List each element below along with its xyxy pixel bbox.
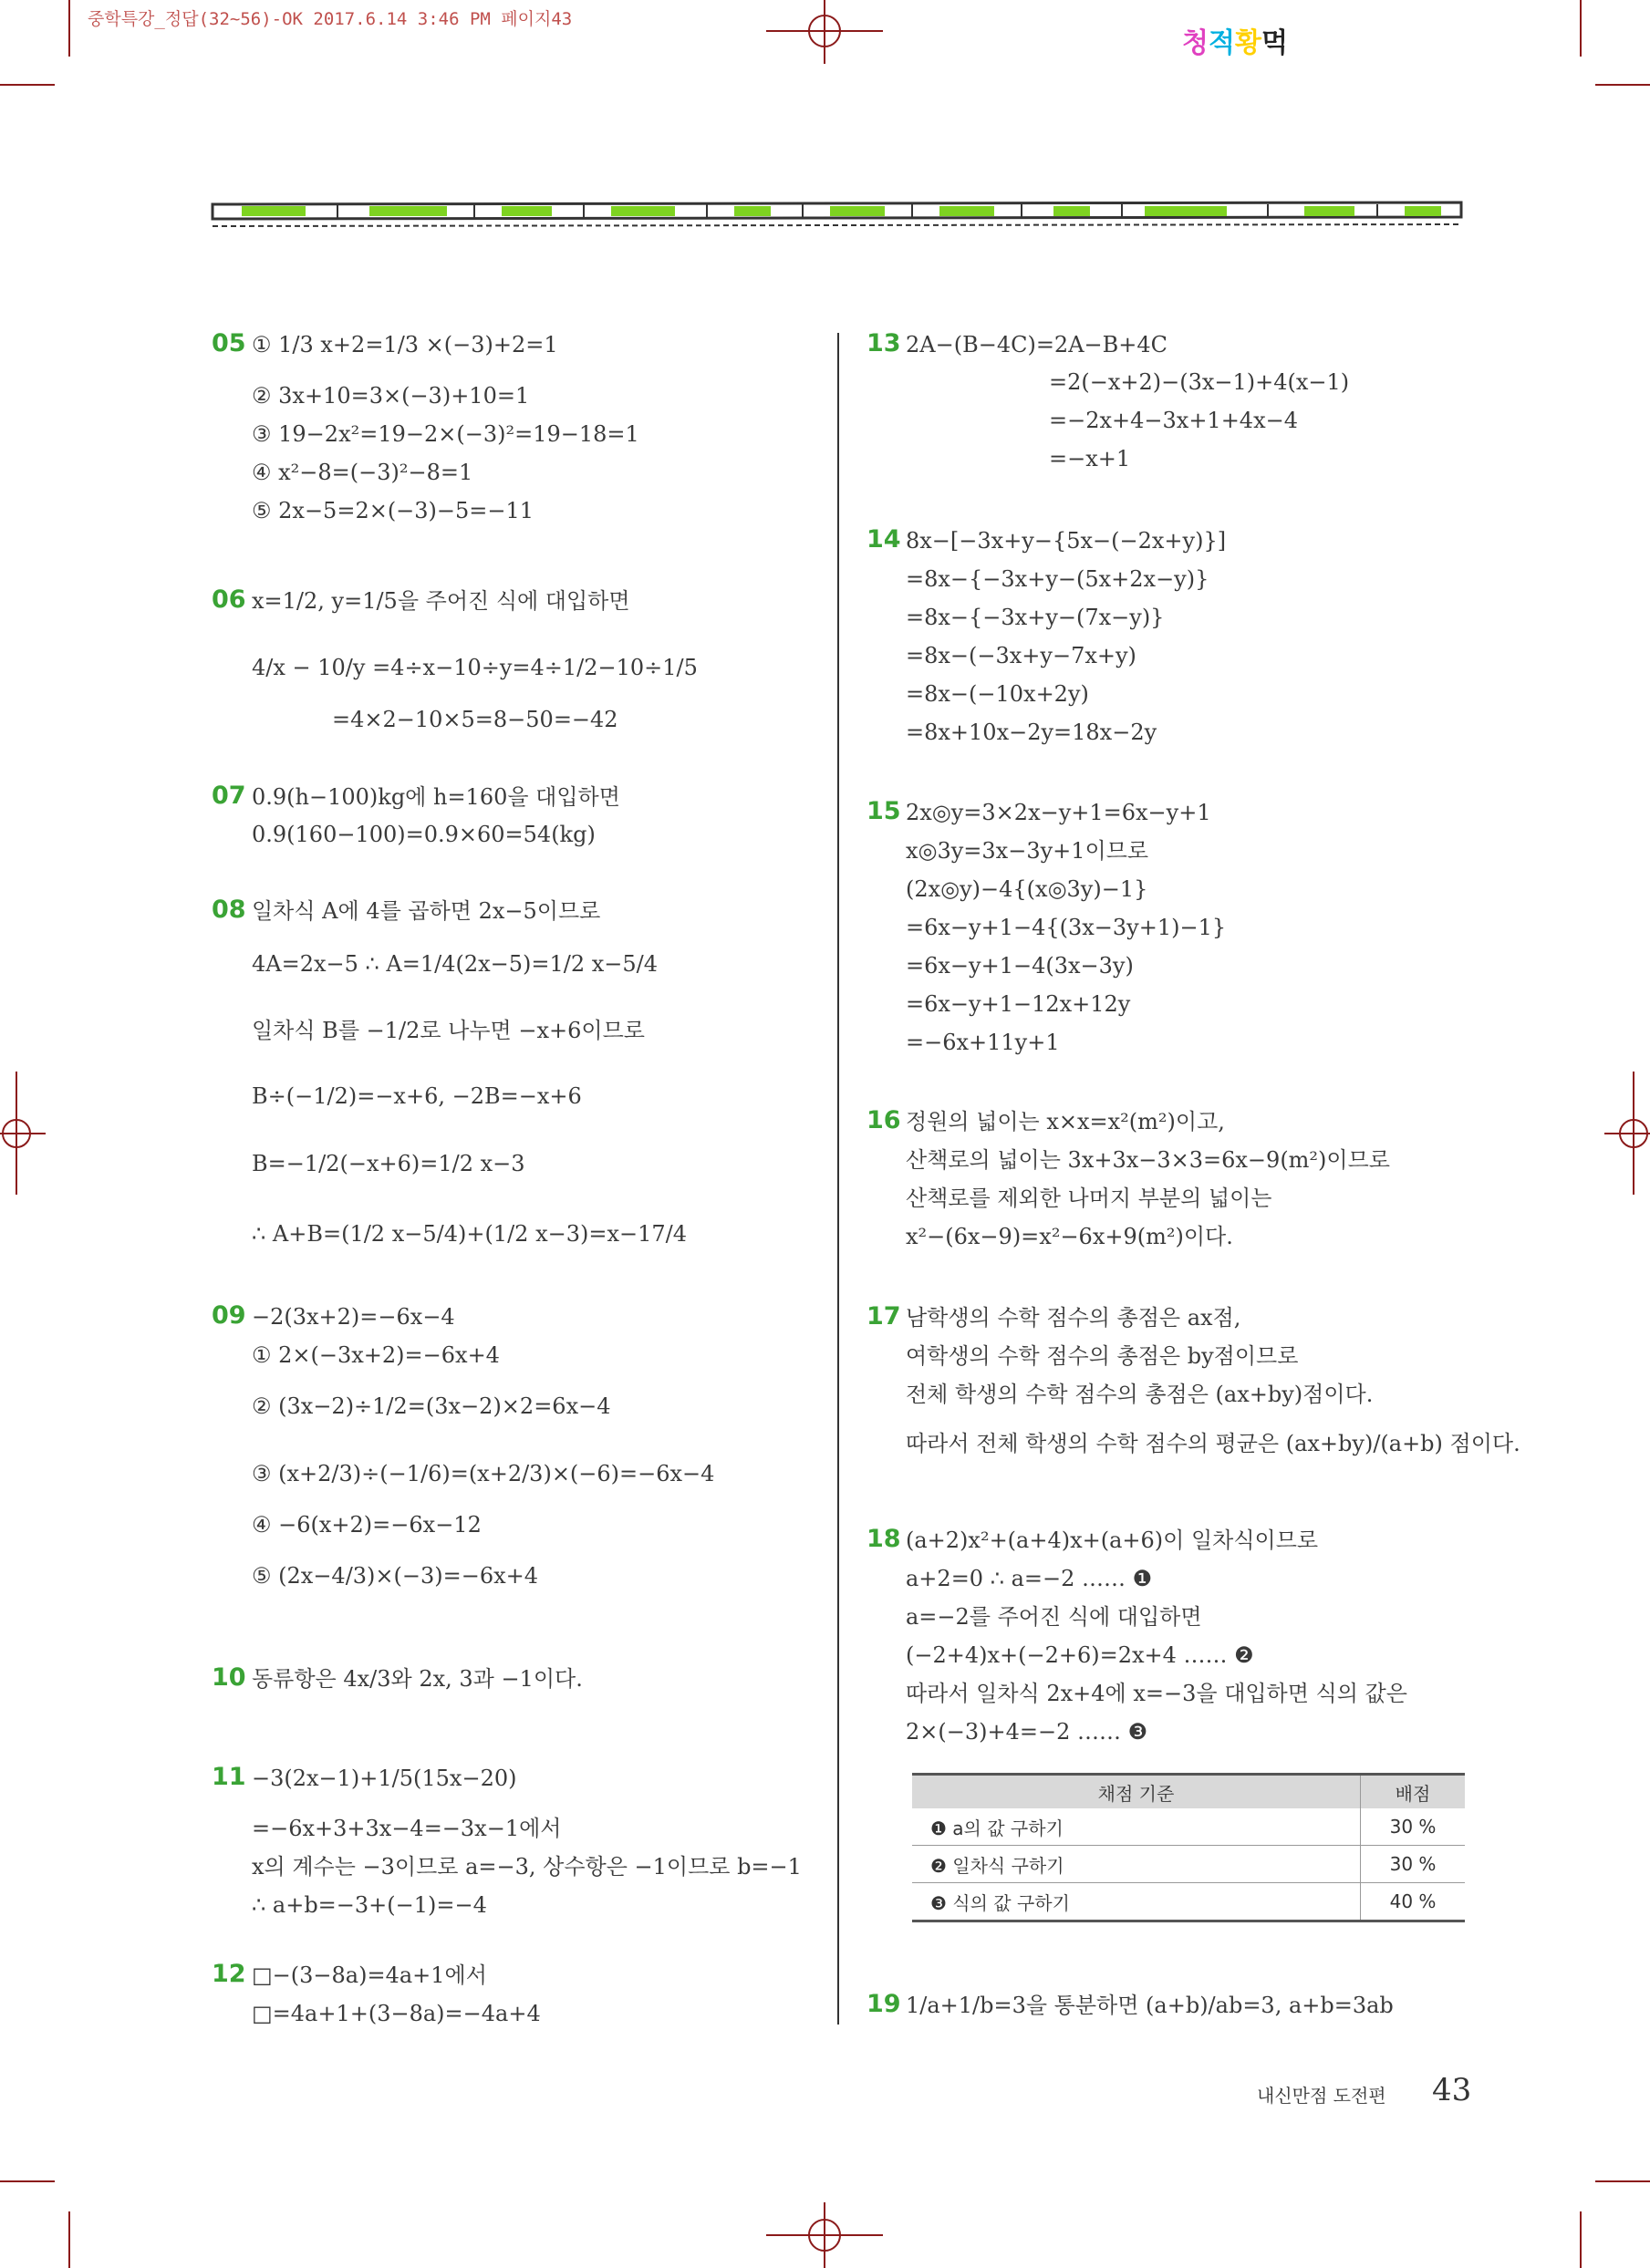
solution-line: □=4a+1+(3−8a)=−4a+4 (252, 2001, 541, 2026)
criterion-cell: ❸ 식의 값 구하기 (912, 1883, 1361, 1921)
solution-line: ⑤ 2x−5=2×(−3)−5=−11 (252, 498, 534, 523)
problem-number: 18 (867, 1525, 901, 1553)
solution-line: 따라서 일차식 2x+4에 x=−3을 대입하면 식의 값은 (906, 1681, 1407, 1706)
solution-line: 정원의 넓이는 x×x=x²(m²)이고, (906, 1109, 1225, 1134)
solution-line: (a+2)x²+(a+4)x+(a+6)이 일차식이므로 (906, 1528, 1319, 1553)
solution-line: 0.9(h−100)kg에 h=160을 대입하면 (252, 784, 620, 810)
solution-line: x의 계수는 −3이므로 a=−3, 상수항은 −1이므로 b=−1 (252, 1854, 802, 1880)
solution-line: x◎3y=3x−3y+1이므로 (906, 838, 1149, 864)
table-row (912, 1846, 1465, 1883)
criterion-cell: ❶ a의 값 구하기 (912, 1808, 1361, 1846)
footer-label: 내신만점 도전편 (1257, 2085, 1386, 2107)
problem-number: 10 (212, 1663, 246, 1692)
solution-line: =6x−y+1−4{(3x−3y+1)−1} (906, 915, 1227, 940)
solution-line: 산책로를 제외한 나머지 부분의 넓이는 (906, 1186, 1272, 1211)
solution-line: ① 1/3 x+2=1/3 ×(−3)+2=1 (252, 332, 558, 357)
problem-number: 06 (212, 585, 246, 614)
problem-number: 12 (212, 1960, 246, 1988)
brand-logo (1182, 20, 1288, 60)
solution-line: ④ −6(x+2)=−6x−12 (252, 1512, 482, 1538)
solution-line: 동류항은 4x/3와 2x, 3과 −1이다. (252, 1666, 583, 1692)
solution-line: 여학생의 수학 점수의 총점은 by점이므로 (906, 1343, 1299, 1369)
solution-line: =6x−y+1−12x+12y (906, 991, 1131, 1017)
solution-line: =−6x+3+3x−4=−3x−1에서 (252, 1816, 562, 1841)
solution-line: 일차식 B를 −1/2로 나누면 −x+6이므로 (252, 1018, 645, 1043)
problem-number: 13 (867, 329, 901, 357)
solution-line: B=−1/2(−x+6)=1/2 x−3 (252, 1151, 525, 1176)
solution-line: ② 3x+10=3×(−3)+10=1 (252, 383, 530, 409)
solution-line: (2x◎y)−4{(x◎3y)−1} (906, 876, 1148, 902)
solution-line: 8x−[−3x+y−{5x−(−2x+y)}] (906, 528, 1227, 554)
solution-line: 남학생의 수학 점수의 총점은 ax점, (906, 1305, 1241, 1331)
problem-number: 08 (212, 896, 246, 924)
file-info: 중학특강_정답(32~56)-OK 2017.6.14 3:46 PM 페이지43 (88, 9, 573, 29)
solution-line: 따라서 전체 학생의 수학 점수의 평균은 (ax+by)/(a+b) 점이다. (906, 1431, 1520, 1456)
problem-number: 17 (867, 1302, 901, 1331)
solution-line: =−2x+4−3x+1+4x−4 (1049, 408, 1298, 433)
solution-line: ③ (x+2/3)÷(−1/6)=(x+2/3)×(−6)=−6x−4 (252, 1461, 715, 1486)
problem-number: 05 (212, 329, 246, 357)
solution-line: =−x+1 (1049, 446, 1131, 471)
problem-number: 11 (212, 1763, 246, 1791)
solution-line: 4/x − 10/y =4÷x−10÷y=4÷1/2−10÷1/5 (252, 655, 698, 680)
problem-number: 14 (867, 525, 901, 554)
solution-line: =8x−{−3x+y−(7x−y)} (906, 605, 1165, 630)
solution-line: =8x−(−10x+2y) (906, 681, 1089, 707)
solution-line: 일차식 A에 4를 곱하면 2x−5이므로 (252, 898, 601, 924)
points-header: 배점 (1361, 1775, 1466, 1809)
solution-line: =8x+10x−2y=18x−2y (906, 720, 1157, 745)
solution-line: a=−2를 주어진 식에 대입하면 (906, 1604, 1202, 1630)
solution-line: 4A=2x−5 ∴ A=1/4(2x−5)=1/2 x−5/4 (252, 951, 659, 977)
brand-char: 먹 (1261, 27, 1288, 59)
points-cell: 40 % (1361, 1883, 1466, 1921)
brand-char: 황 (1234, 27, 1261, 59)
decorative-banner (210, 199, 1464, 235)
solution-line: B÷(−1/2)=−x+6, −2B=−x+6 (252, 1083, 582, 1109)
solution-line: x=1/2, y=1/5을 주어진 식에 대입하면 (252, 588, 630, 614)
criterion-header: 채점 기준 (912, 1775, 1361, 1809)
solution-line: =8x−(−3x+y−7x+y) (906, 643, 1136, 668)
solution-line: =2(−x+2)−(3x−1)+4(x−1) (1049, 369, 1350, 395)
table-row (912, 1808, 1465, 1846)
solution-line: =6x−y+1−4(3x−3y) (906, 953, 1134, 979)
table-header-row (912, 1775, 1465, 1809)
solution-line: =−6x+11y+1 (906, 1030, 1060, 1055)
brand-char: 적 (1208, 27, 1235, 59)
solution-line: 0.9(160−100)=0.9×60=54(kg) (252, 822, 596, 847)
solution-line: ∴ A+B=(1/2 x−5/4)+(1/2 x−3)=x−17/4 (252, 1221, 687, 1247)
problem-number: 07 (212, 782, 246, 810)
solution-line: ③ 19−2x²=19−2×(−3)²=19−18=1 (252, 421, 639, 447)
points-cell: 30 % (1361, 1846, 1466, 1883)
brand-char: 청 (1182, 27, 1209, 59)
column-divider (837, 333, 839, 2025)
solution-line: 2x◎y=3×2x−y+1=6x−y+1 (906, 800, 1211, 825)
points-cell: 30 % (1361, 1808, 1466, 1846)
criterion-cell: ❷ 일차식 구하기 (912, 1846, 1361, 1883)
table-row (912, 1883, 1465, 1921)
solution-line: (−2+4)x+(−2+6)=2x+4 …… ❷ (906, 1642, 1254, 1668)
solution-line: ⑤ (2x−4/3)×(−3)=−6x+4 (252, 1563, 539, 1589)
solution-line: −3(2x−1)+1/5(15x−20) (252, 1766, 517, 1791)
solution-line: ① 2×(−3x+2)=−6x+4 (252, 1342, 500, 1368)
solution-line: 2×(−3)+4=−2 …… ❸ (906, 1719, 1148, 1745)
solution-line: −2(3x+2)=−6x−4 (252, 1304, 455, 1330)
problem-number: 09 (212, 1301, 246, 1330)
problem-number: 16 (867, 1106, 901, 1134)
solution-line: 산책로의 넓이는 3x+3x−3×3=6x−9(m²)이므로 (906, 1147, 1390, 1173)
solution-line: ∴ a+b=−3+(−1)=−4 (252, 1892, 487, 1918)
solution-line: =8x−{−3x+y−(5x+2x−y)} (906, 566, 1209, 592)
solution-line: =4×2−10×5=8−50=−42 (332, 707, 618, 732)
problem-number: 15 (867, 797, 901, 825)
solution-line: a+2=0 ∴ a=−2 …… ❶ (906, 1566, 1153, 1591)
solution-line: 1/a+1/b=3을 통분하면 (a+b)/ab=3, a+b=3ab (906, 1993, 1394, 2018)
solution-line: ② (3x−2)÷1/2=(3x−2)×2=6x−4 (252, 1393, 611, 1419)
solution-line: x²−(6x−9)=x²−6x+9(m²)이다. (906, 1224, 1233, 1249)
solution-line: □−(3−8a)=4a+1에서 (252, 1962, 487, 1988)
scoring-table (912, 1773, 1465, 1922)
solution-line: 전체 학생의 수학 점수의 총점은 (ax+by)점이다. (906, 1382, 1374, 1407)
solution-line: 2A−(B−4C)=2A−B+4C (906, 332, 1168, 357)
problem-number: 19 (867, 1990, 901, 2018)
page-number: 43 (1432, 2072, 1472, 2108)
solution-line: ④ x²−8=(−3)²−8=1 (252, 460, 473, 485)
